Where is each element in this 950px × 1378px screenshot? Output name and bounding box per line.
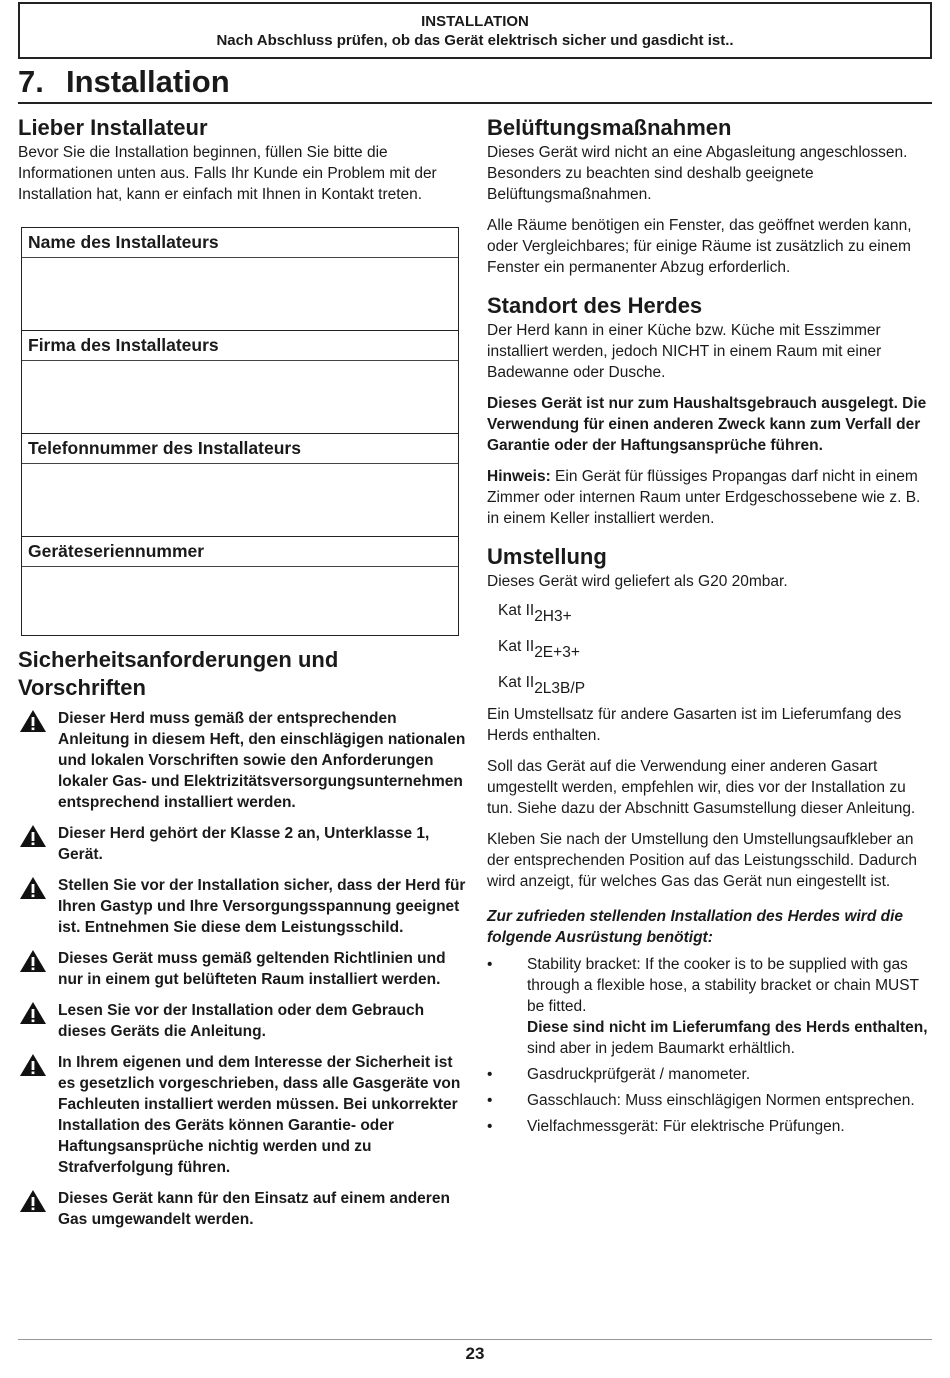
form-label-serial: Geräteseriennummer (22, 537, 458, 567)
warning-item (18, 948, 466, 990)
warning-item (18, 823, 466, 865)
warning-text: Dieser Herd gehört der Klasse 2 an, Unterklasse 1, Gerät. (58, 825, 430, 863)
category-line (498, 672, 933, 700)
category-sub: 2H3+ (534, 608, 572, 625)
warning-text: Stellen Sie vor der Installation sicher, dass der Herd für Ihren Gastyp und Ihre Versorgungsspannung geeignet ist. Entnehmen Sie diese dem Leistungsschild. (58, 877, 466, 936)
equipment-list (487, 954, 933, 1137)
safety-heading: Sicherheitsanforderungen und Vorschriften (18, 647, 339, 700)
header-box (18, 2, 932, 59)
warning-text: Dieser Herd muss gemäß der entsprechenden Anleitung in diesem Heft, den einschlägigen nationalen und lokalen Vorschriften sowie den Anforderungen lokaler Gas- und Elektrizitätsversorgungsunternehmen entsprechend installiert werden. (58, 710, 466, 811)
form-label-phone: Telefonnummer des Installateurs (22, 434, 458, 464)
list-item (487, 954, 933, 1059)
location-text-1: Der Herd kann in einer Küche bzw. Küche mit Esszimmer installiert werden, jedoch NICHT in einem Raum mit einer Badewanne oder Dusche. (487, 322, 882, 381)
form-field-phone[interactable] (22, 464, 458, 537)
right-column (487, 114, 933, 1142)
warning-text: Lesen Sie vor der Installation oder dem Gebrauch dieses Geräts die Anleitung. (58, 1002, 425, 1040)
warning-text: In Ihrem eigenen und dem Interesse der Sicherheit ist es gesetzlich vorgeschrieben, dass alle Gasgeräte von Fachleuten installiert werden müssen. Bei unkorrekter Installation des Geräts können Garantie- oder Haftungsansprüche nichtig werden und zu Strafverfolgung führen. (58, 1054, 461, 1176)
location-text-2: Dieses Gerät ist nur zum Haushaltsgebrauch ausgelegt. Die Verwendung für einen anderen Zweck kann zum Verfall der Garantie oder der Haftungsansprüche führen. (487, 395, 927, 454)
warning-item (18, 1052, 466, 1178)
page-number: 23 (465, 1344, 485, 1363)
warning-icon (18, 1188, 48, 1214)
category-line (498, 636, 933, 664)
warning-icon (18, 1052, 48, 1078)
left-column (18, 114, 466, 1230)
location-heading: Standort des Herdes (487, 293, 703, 318)
category-line (498, 600, 933, 628)
footer-divider (18, 1339, 932, 1340)
installer-text: Bevor Sie die Installation beginnen, füllen Sie bitte die Informationen unten aus. Falls Ihr Kunde ein Problem mit der Installation hat, kann er einfach mit Ihnen in Kontakt treten. (18, 144, 437, 203)
conversion-text-3: Soll das Gerät auf die Verwendung einer anderen Gasart umgestellt werden, empfehlen wir, dies vor der Installation zu tun. Siehe dazu der Abschnitt Gasumstellung dieser Anleitung. (487, 758, 916, 817)
warning-item (18, 875, 466, 938)
list-item: • Gasschlauch: Muss einschlägigen Normen entsprechen. (487, 1090, 933, 1111)
location-note (487, 466, 933, 529)
category-sub: 2E+3+ (534, 644, 580, 661)
chapter-title (18, 64, 932, 104)
bullet-tail: sind aber in jedem Baumarkt erhältlich. (527, 1040, 795, 1057)
category-sub: 2L3B/P (534, 680, 586, 697)
conversion-text-4: Kleben Sie nach der Umstellung den Umstellungsaufkleber an der entsprechenden Position auf das Leistungsschild. Dadurch wird anzeigt, für welches Gas das Gerät nun eingestellt ist. (487, 831, 917, 890)
header-subtitle: Nach Abschluss prüfen, ob das Gerät elektrisch sicher und gasdicht ist.. (216, 32, 734, 49)
installer-form (21, 227, 459, 636)
installer-heading: Lieber Installateur (18, 115, 208, 140)
bullet-text: Stability bracket: If the cooker is to be supplied with gas through a flexible hose, a stability bracket or chain MUST be fitted. (527, 956, 919, 1015)
note-text: Ein Gerät für flüssiges Propangas darf nicht in einem Zimmer oder internen Raum unter Erdgeschossebene wie z. B. in einem Keller installiert werden. (487, 468, 921, 527)
ventilation-heading: Belüftungsmaßnahmen (487, 115, 732, 140)
warning-item (18, 1000, 466, 1042)
warning-item (18, 708, 466, 813)
conversion-heading: Umstellung (487, 544, 607, 569)
warning-list (18, 708, 466, 1230)
chapter-name: Installation (66, 64, 230, 99)
warning-icon (18, 1000, 48, 1026)
warning-icon (18, 708, 48, 734)
chapter-number: 7. (18, 64, 44, 99)
category-prefix: Kat II (498, 602, 535, 619)
conversion-text-1: Dieses Gerät wird geliefert als G20 20mbar. (487, 573, 788, 590)
form-field-serial[interactable] (22, 567, 458, 635)
header-title: INSTALLATION (421, 13, 529, 30)
list-item: • Gasdruckprüfgerät / manometer. (487, 1064, 933, 1085)
form-field-name[interactable] (22, 258, 458, 331)
warning-icon (18, 948, 48, 974)
warning-icon (18, 823, 48, 849)
form-label-company: Firma des Installateurs (22, 331, 458, 361)
bullet-bold: Diese sind nicht im Lieferumfang des Herds enthalten, (527, 1019, 928, 1036)
conversion-text-2: Ein Umstellsatz für andere Gasarten ist im Lieferumfang des Herds enthalten. (487, 706, 902, 744)
ventilation-text-2: Alle Räume benötigen ein Fenster, das geöffnet werden kann, oder Vergleichbares; für einige Räume ist zusätzlich zu einem Fenster ein permanenter Abzug erforderlich. (487, 217, 912, 276)
warning-text: Dieses Gerät muss gemäß geltenden Richtlinien und nur in einem gut belüfteten Raum installiert werden. (58, 950, 446, 988)
category-prefix: Kat II (498, 638, 535, 655)
equipment-title: Zur zufrieden stellenden Installation des Herdes wird die folgende Ausrüstung benötigt: (487, 908, 904, 946)
ventilation-text-1: Dieses Gerät wird nicht an eine Abgasleitung angeschlossen. Besonders zu beachten sind deshalb geeignete Belüftungsmaßnahmen. (487, 144, 908, 203)
warning-icon (18, 875, 48, 901)
list-item: • Vielfachmessgerät: Für elektrische Prüfungen. (487, 1116, 933, 1137)
category-prefix: Kat II (498, 674, 535, 691)
note-label: Hinweis: (487, 468, 551, 485)
form-label-name: Name des Installateurs (22, 228, 458, 258)
form-field-company[interactable] (22, 361, 458, 434)
warning-text: Dieses Gerät kann für den Einsatz auf einem anderen Gas umgewandelt werden. (58, 1190, 450, 1228)
warning-item (18, 1188, 466, 1230)
